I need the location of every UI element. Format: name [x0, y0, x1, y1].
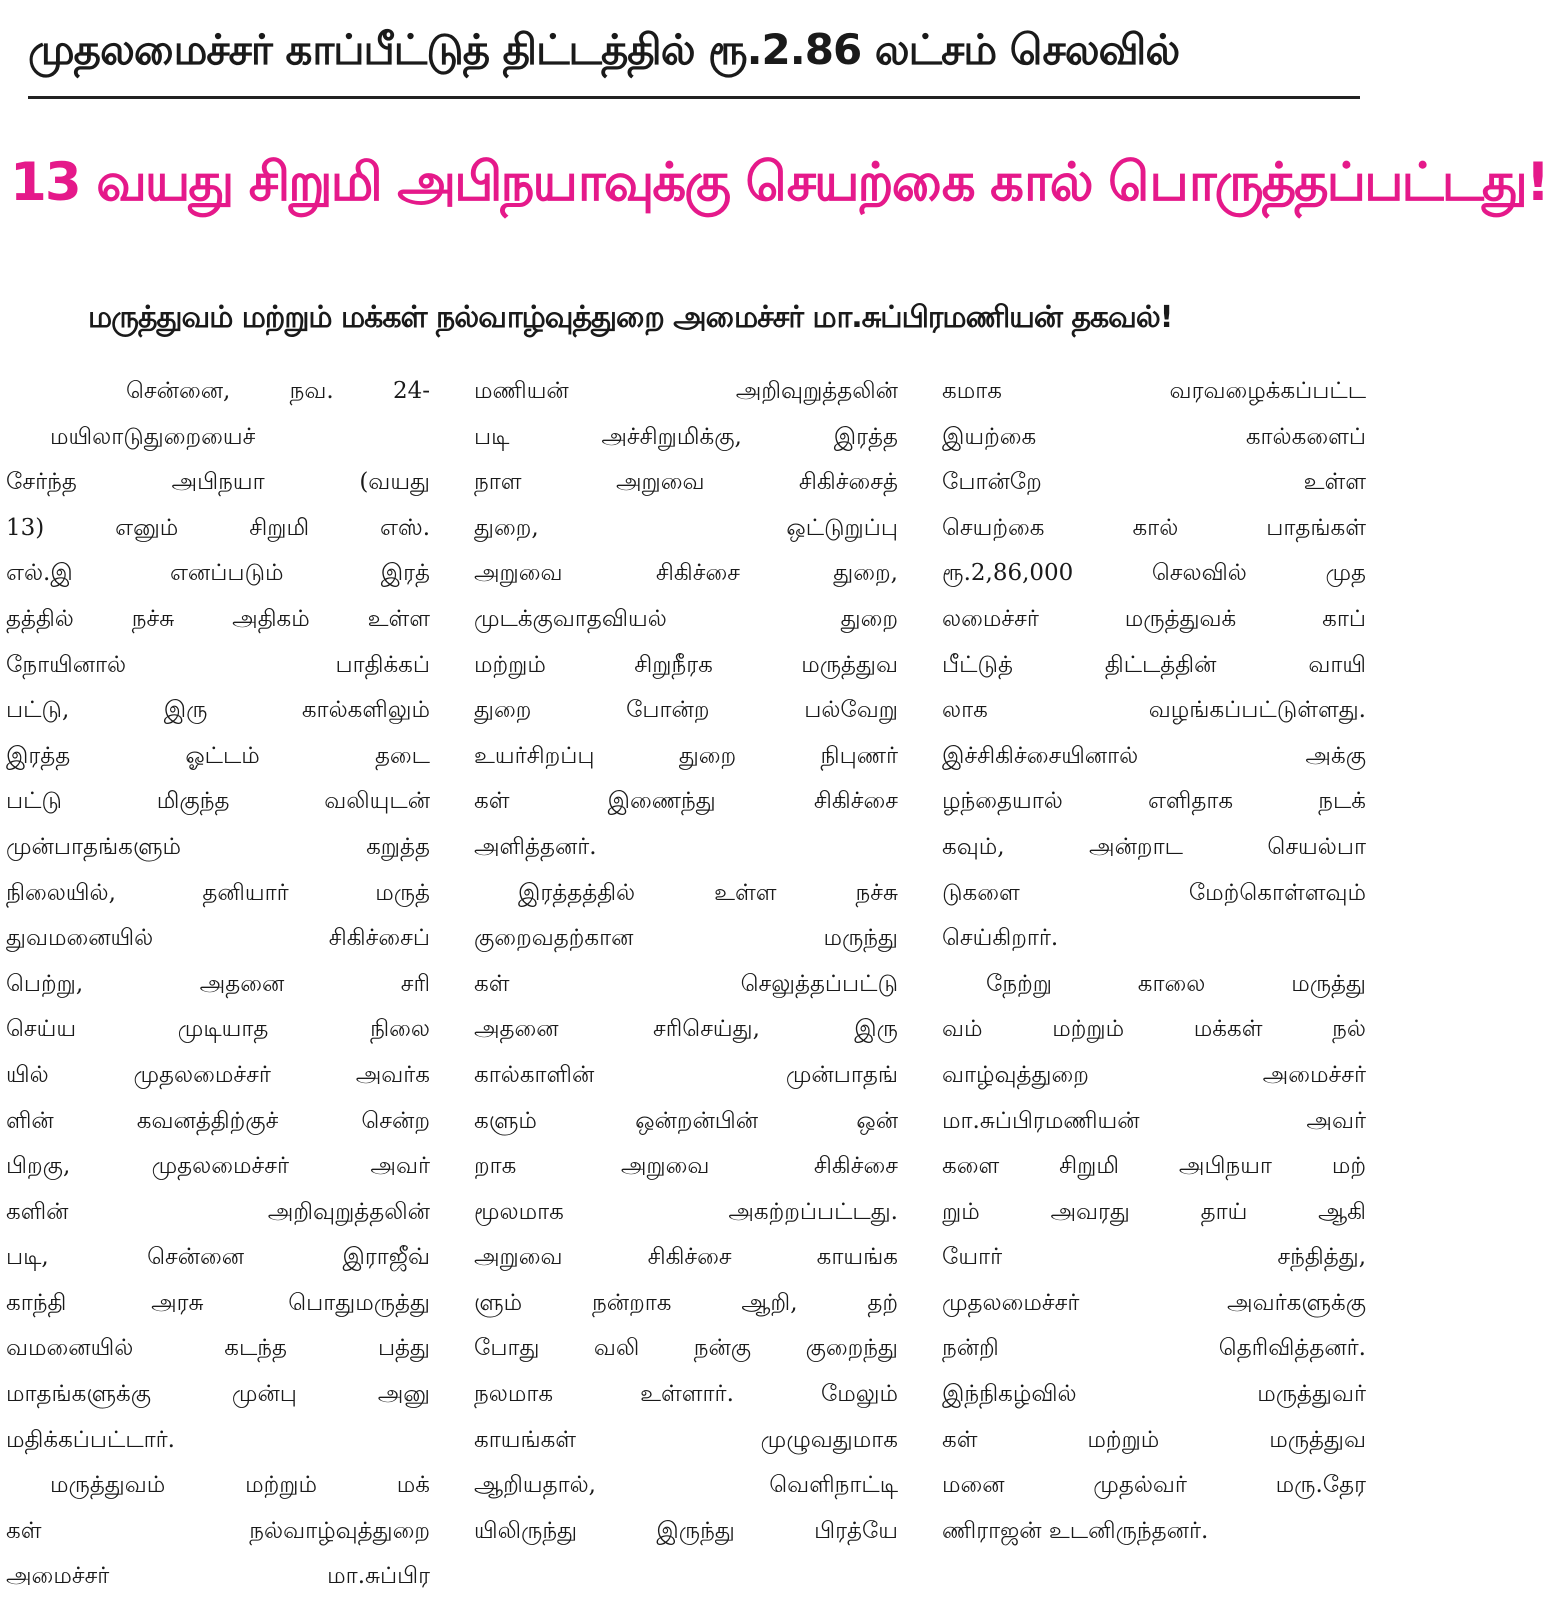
text-line: லாக வழங்கப்பட்டுள்ளது. — [942, 697, 1366, 724]
text-line: களை சிறுமி அபிநயா மற் — [942, 1153, 1366, 1180]
article-column-3 — [942, 369, 1366, 1554]
text-line: மயிலாடுதுறையைச் — [50, 423, 256, 450]
text-line: மருத்துவம் மற்றும் மக் — [50, 1472, 430, 1499]
text-line: ணிராஜன் உடனிருந்தனர். — [942, 1517, 1209, 1544]
text-line: சேர்ந்த அபிநயா (வயது — [6, 469, 430, 496]
text-line: ரூ.2,86,000 செலவில் முத — [942, 560, 1366, 587]
text-line: எல்.இ எனப்படும் இரத் — [6, 560, 430, 587]
text-line: இரத்த ஓட்டம் தடை — [6, 742, 430, 769]
text-line: டுகளை மேற்கொள்ளவும் — [942, 879, 1366, 906]
text-line: காந்தி அரசு பொதுமருத்து — [6, 1289, 430, 1316]
article-kicker: முதலமைச்சர் காப்பீட்டுத் திட்டத்தில் ரூ.2.86 லட்சம் செலவில் — [28, 25, 1180, 74]
text-line: காயங்கள் முழுவதுமாக — [474, 1426, 898, 1453]
text-line: செயற்கை கால் பாதங்கள் — [942, 514, 1366, 541]
text-line: வாழ்வுத்துறை அமைச்சர் — [942, 1061, 1366, 1088]
text-line: யிலிருந்து இருந்து பிரத்யே — [474, 1517, 898, 1544]
text-line: மற்றும் சிறுநீரக மருத்துவ — [474, 651, 898, 678]
text-line: பெற்று, அதனை சரி — [6, 970, 430, 997]
text-line: ஆறியதால், வெளிநாட்டி — [474, 1472, 898, 1499]
text-line: நாள அறுவை சிகிச்சைத் — [474, 469, 898, 496]
dateline: சென்னை, நவ. 24- — [126, 378, 430, 404]
text-line: துவமனையில் சிகிச்சைப் — [6, 925, 430, 952]
text-line: றாக அறுவை சிகிச்சை — [474, 1153, 898, 1180]
text-line: அமைச்சர் மா.சுப்பிர — [6, 1563, 430, 1590]
text-line: அறுவை சிகிச்சை காயங்க — [474, 1244, 898, 1271]
text-line: நிலையில், தனியார் மருத் — [6, 879, 430, 906]
text-line: யோர் சந்தித்து, — [942, 1244, 1366, 1271]
text-line: அதனை சரிசெய்து, இரு — [474, 1016, 898, 1043]
text-line: மூலமாக அகற்றப்பட்டது. — [474, 1198, 898, 1225]
text-line: போன்றே உள்ள — [942, 469, 1366, 496]
text-line: றும் அவரது தாய் ஆகி — [942, 1198, 1366, 1225]
text-line: கமாக வரவழைக்கப்பட்ட — [942, 378, 1366, 404]
text-line: முன்பாதங்களும் கறுத்த — [6, 833, 430, 860]
text-line: யில் முதலமைச்சர் அவர்க — [6, 1061, 430, 1088]
text-line: முதலமைச்சர் அவர்களுக்கு — [942, 1289, 1366, 1316]
kicker-divider — [28, 96, 1360, 99]
text-line: துறை போன்ற பல்வேறு — [474, 697, 898, 724]
text-line: வம் மற்றும் மக்கள் நல் — [942, 1016, 1366, 1043]
text-line: அறுவை சிகிச்சை துறை, — [474, 560, 898, 587]
article-column-2 — [474, 369, 898, 1554]
text-line: கால்காளின் முன்பாதங் — [474, 1061, 898, 1088]
text-line: நோயினால் பாதிக்கப் — [6, 651, 430, 678]
text-line: ளும் நன்றாக ஆறி, தற் — [474, 1289, 898, 1316]
text-line: பீட்டுத் திட்டத்தின் வாயி — [942, 651, 1366, 678]
text-line: துறை, ஒட்டுறுப்பு — [474, 514, 898, 541]
text-line: ழந்தையால் எளிதாக நடக் — [942, 788, 1366, 815]
text-line: பட்டு மிகுந்த வலியுடன் — [6, 788, 430, 815]
text-line: கள் இணைந்து சிகிச்சை — [474, 788, 898, 815]
text-line: கள் செலுத்தப்பட்டு — [474, 970, 898, 997]
text-line: லமைச்சர் மருத்துவக் காப் — [942, 605, 1366, 632]
text-line: மாதங்களுக்கு முன்பு அனு — [6, 1381, 430, 1408]
text-line: இயற்கை கால்களைப் — [942, 423, 1366, 450]
text-line: இச்சிகிச்சையினால் அக்கு — [942, 742, 1366, 769]
article-headline: 13 வயது சிறுமி அபிநயாவுக்கு செயற்கை கால் பொருத்தப்பட்டது! — [10, 152, 1548, 213]
text-line: அளித்தனர். — [474, 833, 597, 860]
text-line: குறைவதற்கான மருந்து — [474, 925, 898, 952]
text-line: பிறகு, முதலமைச்சர் அவர் — [6, 1153, 430, 1180]
text-line: களும் ஒன்றன்பின் ஒன் — [474, 1107, 898, 1134]
text-line: தத்தில் நச்சு அதிகம் உள்ள — [6, 605, 430, 632]
text-line: மா.சுப்பிரமணியன் அவர் — [942, 1107, 1366, 1134]
text-line: களின் அறிவுறுத்தலின் — [6, 1198, 430, 1225]
text-line: போது வலி நன்கு குறைந்து — [474, 1335, 898, 1362]
text-line: மணியன் அறிவுறுத்தலின் — [474, 378, 898, 404]
text-line: 13) எனும் சிறுமி எஸ். — [6, 514, 430, 541]
text-line: இரத்தத்தில் உள்ள நச்சு — [518, 879, 898, 906]
text-line: செய்ய முடியாத நிலை — [6, 1016, 430, 1043]
text-line: கள் நல்வாழ்வுத்துறை — [6, 1517, 430, 1544]
article-column-1 — [6, 369, 430, 1590]
text-line: நன்றி தெரிவித்தனர். — [942, 1335, 1366, 1362]
text-line: உயர்சிறப்பு துறை நிபுணர் — [474, 742, 898, 769]
article-subheadline: மருத்துவம் மற்றும் மக்கள் நல்வாழ்வுத்துறை அமைச்சர் மா.சுப்பிரமணியன் தகவல்! — [88, 300, 1173, 335]
text-line: பட்டு, இரு கால்களிலும் — [6, 697, 430, 724]
text-line: இந்நிகழ்வில் மருத்துவர் — [942, 1381, 1366, 1408]
text-line: படி அச்சிறுமிக்கு, இரத்த — [474, 423, 898, 450]
text-line: கவும், அன்றாட செயல்பா — [942, 833, 1366, 860]
text-line: நலமாக உள்ளார். மேலும் — [474, 1381, 898, 1408]
text-line: மதிக்கப்பட்டார். — [6, 1426, 175, 1453]
text-line: முடக்குவாதவியல் துறை — [474, 605, 898, 632]
text-line: மனை முதல்வர் மரு.தேர — [942, 1472, 1366, 1499]
text-line: படி, சென்னை இராஜீவ் — [6, 1244, 430, 1271]
text-line: வமனையில் கடந்த பத்து — [6, 1335, 430, 1362]
text-line: நேற்று காலை மருத்து — [986, 970, 1366, 997]
text-line: செய்கிறார். — [942, 925, 1059, 952]
text-line: கள் மற்றும் மருத்துவ — [942, 1426, 1366, 1453]
text-line: ளின் கவனத்திற்குச் சென்ற — [6, 1107, 430, 1134]
